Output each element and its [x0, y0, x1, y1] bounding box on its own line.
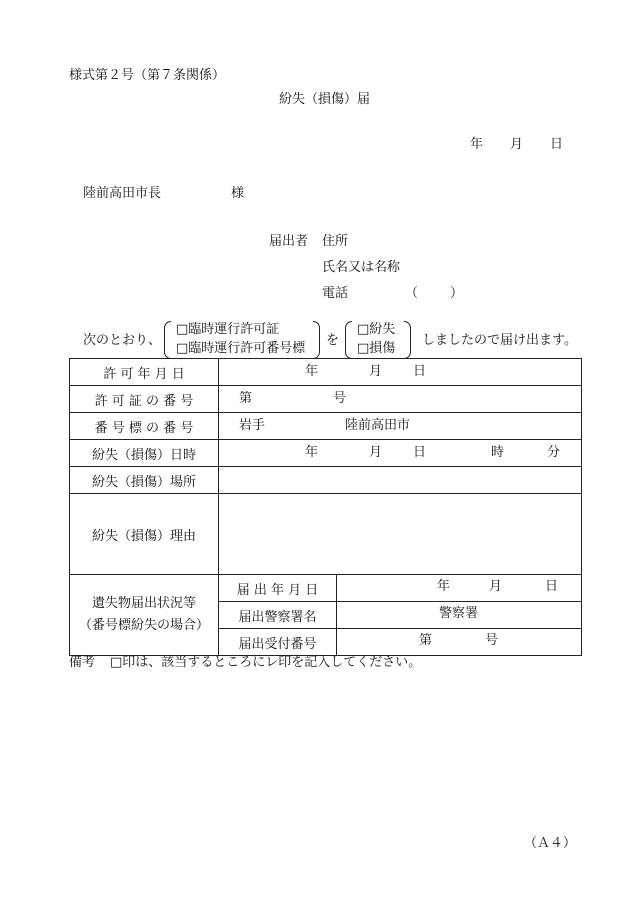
statement-prefix: 次のとおり、 — [83, 333, 162, 348]
addressee-honorific: 様 — [231, 186, 245, 201]
report-status-label-2: （番号標紛失の場合） — [78, 618, 209, 633]
statement-suffix: しましたので届け出ます。 — [422, 333, 577, 348]
plate-city: 陸前高田市 — [345, 418, 411, 433]
lost-hour: 時 — [491, 445, 505, 460]
row-lost-reason — [70, 494, 582, 575]
option-permit: □臨時運行許可証 — [176, 322, 280, 337]
option-lost: □紛失 — [357, 322, 396, 337]
row-report-date — [70, 575, 582, 602]
receipt-no-label: 届出受付番号 — [219, 629, 337, 656]
date-month-label: 月 — [510, 137, 524, 152]
row-permit-date — [70, 359, 582, 386]
lost-month: 月 — [369, 445, 383, 460]
report-table — [69, 358, 582, 656]
statement-particle: を — [326, 333, 340, 348]
brace-left-2 — [345, 321, 352, 359]
permit-no-prefix: 第 — [239, 391, 253, 406]
permit-no-label: 許 可 証 の 番 号 — [70, 386, 219, 413]
report-date-field[interactable] — [337, 575, 582, 602]
receipt-no-suffix: 号 — [485, 633, 499, 648]
permit-date-day: 日 — [413, 364, 427, 379]
lost-minute: 分 — [547, 445, 561, 460]
row-lost-datetime — [70, 440, 582, 467]
report-status-label-1: 遺失物届出状況等 — [91, 596, 196, 611]
option-plate: □臨時運行許可番号標 — [176, 341, 306, 356]
addressee-name: 陸前高田市長 — [83, 186, 162, 201]
notifier-label: 届出者 — [269, 234, 309, 249]
permit-date-year: 年 — [305, 364, 319, 379]
police-station-label: 届出警察署名 — [219, 602, 337, 629]
police-station-value: 警察署 — [439, 606, 479, 621]
report-date-year: 年 — [437, 579, 451, 594]
permit-no-field[interactable] — [219, 386, 582, 413]
form-number: 様式第２号（第７条関係） — [69, 68, 226, 83]
police-station-field[interactable] — [337, 602, 582, 629]
brace-left-1 — [164, 321, 171, 359]
page-title: 紛失（損傷）届 — [279, 92, 371, 107]
paper-size: （Ａ４） — [524, 836, 577, 851]
report-date-month: 月 — [489, 579, 503, 594]
row-plate-no — [70, 413, 582, 440]
note-label: 備考 — [69, 655, 96, 670]
plate-no-field[interactable] — [219, 413, 582, 440]
option-damaged: □損傷 — [357, 341, 396, 356]
lost-year: 年 — [305, 445, 319, 460]
name-label: 氏名又は名称 — [322, 260, 401, 275]
row-permit-no — [70, 386, 582, 413]
phone-paren-close: ） — [450, 286, 464, 301]
permit-date-field[interactable] — [219, 359, 582, 386]
lost-datetime-field[interactable] — [219, 440, 582, 467]
lost-datetime-label: 紛失（損傷）日時 — [70, 440, 219, 467]
brace-right-2 — [404, 321, 411, 359]
phone-paren-open: （ — [405, 286, 419, 301]
permit-date-label: 許 可 年 月 日 — [70, 359, 219, 386]
lost-day: 日 — [413, 445, 427, 460]
date-year-label: 年 — [470, 137, 484, 152]
row-lost-place — [70, 467, 582, 494]
lost-place-label: 紛失（損傷）場所 — [70, 467, 219, 494]
plate-no-label: 番 号 標 の 番 号 — [70, 413, 219, 440]
lost-reason-label: 紛失（損傷）理由 — [70, 494, 219, 575]
receipt-no-field[interactable] — [337, 629, 582, 656]
report-date-label: 届 出 年 月 日 — [219, 575, 337, 602]
date-day-label: 日 — [550, 137, 564, 152]
lost-place-field[interactable] — [219, 467, 582, 494]
report-status-label — [70, 575, 219, 656]
lost-reason-field[interactable] — [219, 494, 582, 575]
note-text: □印は、該当するところにレ印を記入してください。 — [110, 655, 422, 670]
receipt-no-prefix: 第 — [419, 633, 433, 648]
brace-right-1 — [313, 321, 320, 359]
phone-label: 電話 — [322, 286, 349, 301]
address-label: 住所 — [322, 234, 349, 249]
permit-date-month: 月 — [369, 364, 383, 379]
report-date-day: 日 — [545, 579, 559, 594]
permit-no-suffix: 号 — [333, 391, 347, 406]
plate-pref: 岩手 — [239, 418, 266, 433]
